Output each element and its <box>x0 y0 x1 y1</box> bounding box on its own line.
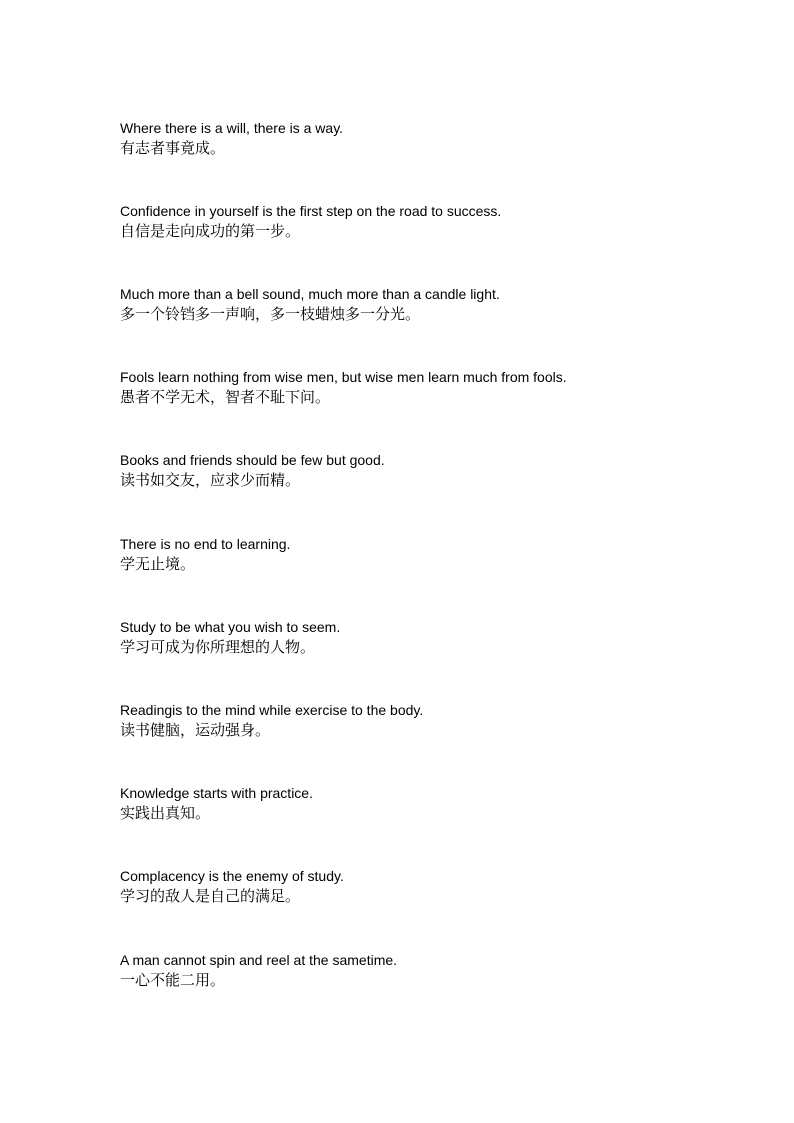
proverb-english: Readingis to the mind while exercise to the body. <box>120 702 424 718</box>
proverb-english: Books and friends should be few but good. <box>120 452 385 468</box>
proverb-english: Study to be what you wish to seem. <box>120 619 341 635</box>
proverb-english: Where there is a will, there is a way. <box>120 120 344 136</box>
proverb-chinese: 自信是走向成功的第一步。 <box>120 222 301 240</box>
proverb-english: Much more than a bell sound, much more than a candle light. <box>120 286 500 302</box>
proverb-entry <box>120 284 740 324</box>
proverb-entry <box>120 118 740 158</box>
proverb-english: A man cannot spin and reel at the sametime. <box>120 952 398 968</box>
proverb-entry <box>120 783 740 823</box>
proverb-entry <box>120 617 740 657</box>
proverb-chinese: 有志者事竟成。 <box>120 139 226 157</box>
proverb-chinese: 多一个铃铛多一声响，多一枝蜡烛多一分光。 <box>120 305 421 323</box>
proverb-chinese: 愚者不学无术，智者不耻下问。 <box>120 388 331 406</box>
proverb-entry <box>120 201 740 241</box>
proverb-chinese: 学无止境。 <box>120 555 196 573</box>
proverb-chinese: 读书健脑，运动强身。 <box>120 721 271 739</box>
proverb-chinese: 读书如交友，应求少而精。 <box>120 471 301 489</box>
proverb-english: Knowledge starts with practice. <box>120 785 313 801</box>
proverb-chinese: 学习可成为你所理想的人物。 <box>120 638 316 656</box>
proverb-english: Complacency is the enemy of study. <box>120 868 344 884</box>
proverb-entry <box>120 450 740 490</box>
proverb-entry <box>120 534 740 574</box>
proverb-english: Fools learn nothing from wise men, but wise men learn much from fools. <box>120 369 567 385</box>
proverb-entry <box>120 866 740 906</box>
proverb-chinese: 学习的敌人是自己的满足。 <box>120 887 301 905</box>
proverb-chinese: 一心不能二用。 <box>120 971 226 989</box>
proverb-entry <box>120 367 740 407</box>
proverb-entry <box>120 700 740 740</box>
proverb-chinese: 实践出真知。 <box>120 804 211 822</box>
proverb-english: There is no end to learning. <box>120 536 291 552</box>
proverb-english: Confidence in yourself is the first step on the road to success. <box>120 203 502 219</box>
proverb-entry <box>120 950 740 990</box>
